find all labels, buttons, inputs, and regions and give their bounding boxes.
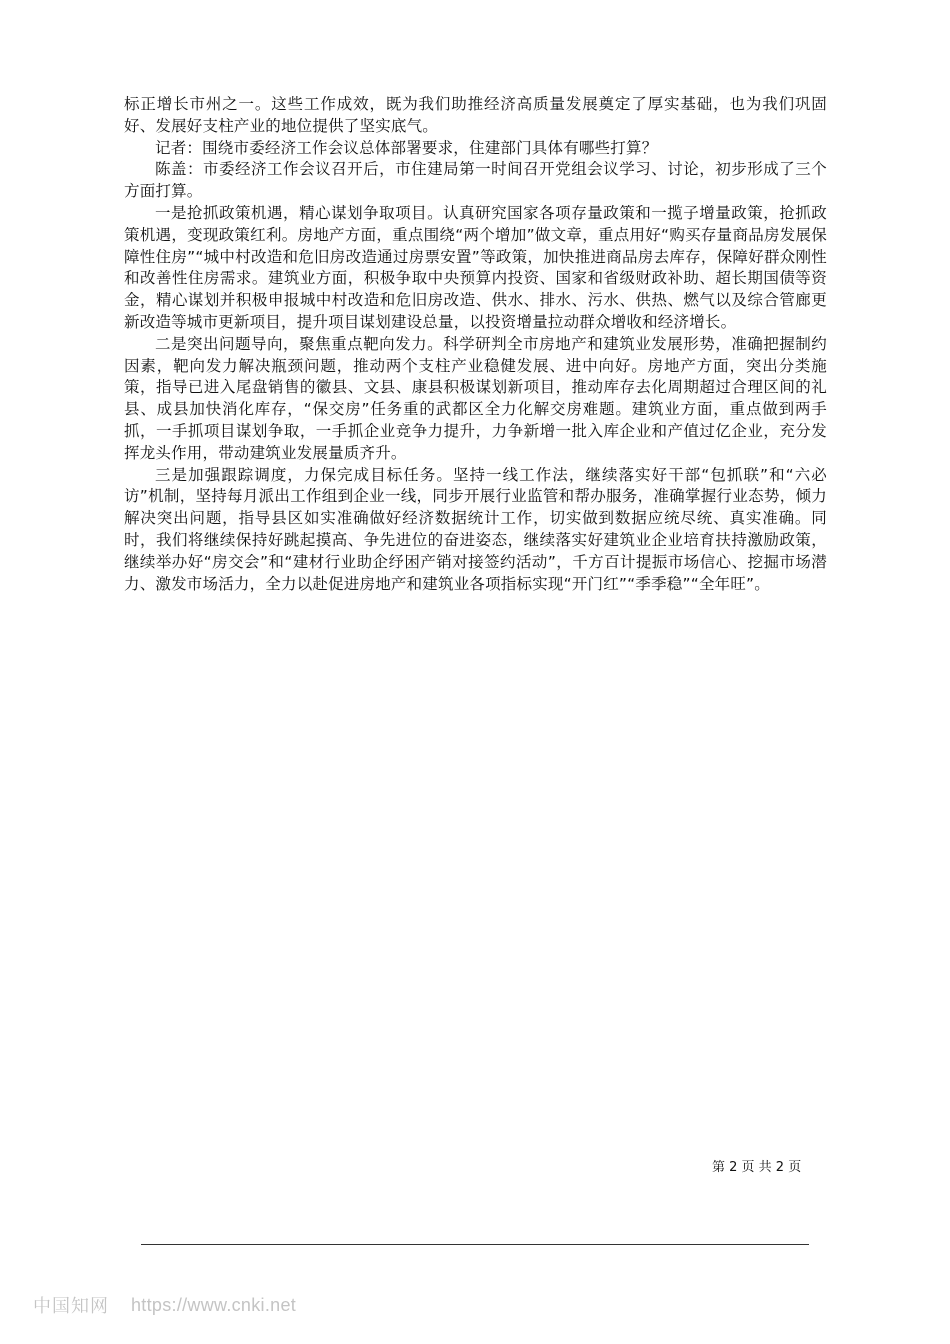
footer-divider (141, 1244, 809, 1245)
body-paragraph: 记者：围绕市委经济工作会议总体部署要求，住建部门具体有哪些打算？ (155, 138, 658, 157)
page-number: 第 2 页 共 2 页 (712, 1160, 802, 1175)
body-paragraph: 标正增长市州之一。这些工作成效，既为我们助推经济高质量发展奠定了厚实基础，也为我们巩固好、发展好支柱产业的地位提供了坚实底气。 (124, 95, 827, 135)
body-paragraph: 二是突出问题导向，聚焦重点靶向发力。科学研判全市房地产和建筑业发展形势，准确把握制约因素，靶向发力解决瓶颈问题，推动两个支柱产业稳健发展、进中向好。房地产方面，突出分类施策，指导已进入尾盘销售的徽县、文县、康县积极谋划新项目，推动库存去化周期超过合理区间的礼县、成县加快消化库存，“保交房”任务重的武都区全力化解交房难题。建筑业方面，重点做到两手抓，一手抓项目谋划争取，一手抓企业竞争力提升，力争新增一批入库企业和产值过亿企业，充分发挥龙头作用，带动建筑业发展量质齐升。 (124, 334, 827, 462)
cnki-watermark (33, 1293, 296, 1317)
cnki-logo: 中国知网 (33, 1296, 109, 1317)
article-body (124, 94, 827, 595)
cnki-url: https://www.cnki.net (131, 1294, 297, 1315)
body-paragraph: 三是加强跟踪调度，力保完成目标任务。坚持一线工作法，继续落实好干部“包抓联”和“六必访”机制，坚持每月派出工作组到企业一线，同步开展行业监管和帮办服务，准确掌握行业态势，倾力解决突出问题，指导县区如实准确做好经济数据统计工作，切实做到数据应统尽统、真实准确。同时，我们将继续保持好跳起摸高、争先进位的奋进姿态，继续落实好建筑业企业培育扶持激励政策，继续举办好“房交会”和“建材行业助企纾困产销对接签约活动”，千方百计提振市场信心、挖掘市场潜力、激发市场活力，全力以赴促进房地产和建筑业各项指标实现“开门红”“季季稳”“全年旺”。 (124, 465, 827, 593)
body-paragraph: 陈盖：市委经济工作会议召开后，市住建局第一时间召开党组会议学习、讨论，初步形成了三个方面打算。 (124, 160, 827, 201)
body-paragraph: 一是抢抓政策机遇，精心谋划争取项目。认真研究国家各项存量政策和一揽子增量政策，抢抓政策机遇，变现政策红利。房地产方面，重点围绕“两个增加”做文章，重点用好“购买存量商品房发展保障性住房”“城中村改造和危旧房改造通过房票安置”等政策，加快推进商品房去库存，保障好群众刚性和改善性住房需求。建筑业方面，积极争取中央预算内投资、国家和省级财政补助、超长期国债等资金，精心谋划并积极申报城中村改造和危旧房改造、供水、排水、污水、供热、燃气以及综合管廊更新改造等城市更新项目，提升项目谋划建设总量，以投资增量拉动群众增收和经济增长。 (124, 203, 827, 331)
